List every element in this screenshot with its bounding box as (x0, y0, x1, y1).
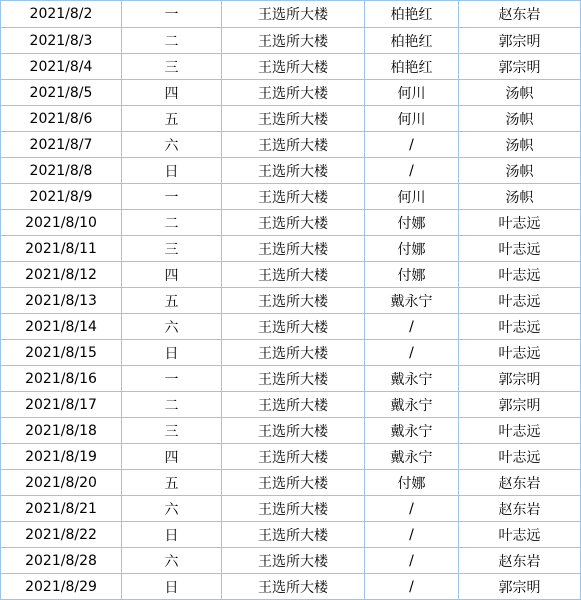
date-cell[interactable]: 2021/8/9 (1, 184, 122, 210)
location-cell[interactable]: 王选所大楼 (222, 210, 365, 236)
table-row (1, 470, 581, 496)
date-cell[interactable]: 2021/8/2 (1, 1, 122, 28)
weekday-cell[interactable]: 六 (122, 496, 222, 522)
table-row (1, 418, 581, 444)
duty-person-1-cell[interactable]: / (365, 548, 459, 574)
duty-person-2-cell[interactable]: 赵东岩 (459, 548, 581, 574)
table-row (1, 444, 581, 470)
weekday-cell[interactable]: 一 (122, 1, 222, 28)
weekday-cell[interactable]: 五 (122, 470, 222, 496)
weekday-cell[interactable]: 四 (122, 80, 222, 106)
table-row (1, 158, 581, 184)
table-row (1, 28, 581, 54)
date-cell[interactable]: 2021/8/7 (1, 132, 122, 158)
table-row (1, 496, 581, 522)
weekday-cell[interactable]: 二 (122, 28, 222, 54)
duty-person-1-cell[interactable]: / (365, 574, 459, 600)
duty-person-1-cell[interactable]: / (365, 314, 459, 340)
duty-person-2-cell[interactable]: 叶志远 (459, 210, 581, 236)
date-cell[interactable]: 2021/8/13 (1, 288, 122, 314)
duty-person-1-cell[interactable]: / (365, 496, 459, 522)
duty-person-1-cell[interactable]: 何川 (365, 184, 459, 210)
duty-person-2-cell[interactable]: 叶志远 (459, 262, 581, 288)
date-cell[interactable]: 2021/8/17 (1, 392, 122, 418)
table-row (1, 54, 581, 80)
weekday-cell[interactable]: 五 (122, 288, 222, 314)
location-cell[interactable]: 王选所大楼 (222, 392, 365, 418)
duty-person-2-cell[interactable]: 汤帜 (459, 80, 581, 106)
table-row (1, 1, 581, 28)
duty-person-2-cell[interactable]: 郭宗明 (459, 366, 581, 392)
duty-person-1-cell[interactable]: 付娜 (365, 470, 459, 496)
weekday-cell[interactable]: 日 (122, 522, 222, 548)
table-row (1, 132, 581, 158)
duty-person-1-cell[interactable]: 柏艳红 (365, 28, 459, 54)
date-cell[interactable]: 2021/8/22 (1, 522, 122, 548)
table-row (1, 288, 581, 314)
table-row (1, 80, 581, 106)
table-row (1, 392, 581, 418)
duty-person-2-cell[interactable]: 叶志远 (459, 340, 581, 366)
location-cell[interactable]: 王选所大楼 (222, 444, 365, 470)
duty-person-2-cell[interactable]: 赵东岩 (459, 470, 581, 496)
duty-person-1-cell[interactable]: 付娜 (365, 262, 459, 288)
date-cell[interactable]: 2021/8/19 (1, 444, 122, 470)
duty-person-1-cell[interactable]: 戴永宁 (365, 366, 459, 392)
date-cell[interactable]: 2021/8/12 (1, 262, 122, 288)
location-cell[interactable]: 王选所大楼 (222, 236, 365, 262)
duty-person-2-cell[interactable]: 赵东岩 (459, 1, 581, 28)
table-body (1, 1, 581, 600)
location-cell[interactable]: 王选所大楼 (222, 522, 365, 548)
location-cell[interactable]: 王选所大楼 (222, 158, 365, 184)
table-row (1, 548, 581, 574)
location-cell[interactable]: 王选所大楼 (222, 418, 365, 444)
date-cell[interactable]: 2021/8/3 (1, 28, 122, 54)
duty-person-2-cell[interactable]: 叶志远 (459, 418, 581, 444)
duty-person-1-cell[interactable]: 何川 (365, 80, 459, 106)
weekday-cell[interactable]: 四 (122, 262, 222, 288)
duty-person-1-cell[interactable]: 何川 (365, 106, 459, 132)
table-row (1, 574, 581, 600)
date-cell[interactable]: 2021/8/16 (1, 366, 122, 392)
location-cell[interactable]: 王选所大楼 (222, 496, 365, 522)
table-row (1, 184, 581, 210)
location-cell[interactable]: 王选所大楼 (222, 340, 365, 366)
location-cell[interactable]: 王选所大楼 (222, 314, 365, 340)
duty-person-2-cell[interactable]: 汤帜 (459, 106, 581, 132)
table-row (1, 366, 581, 392)
location-cell[interactable]: 王选所大楼 (222, 80, 365, 106)
duty-person-2-cell[interactable]: 叶志远 (459, 236, 581, 262)
table-row (1, 314, 581, 340)
date-cell[interactable]: 2021/8/15 (1, 340, 122, 366)
duty-person-1-cell[interactable]: 柏艳红 (365, 54, 459, 80)
location-cell[interactable]: 王选所大楼 (222, 184, 365, 210)
duty-person-1-cell[interactable]: / (365, 522, 459, 548)
table-row (1, 106, 581, 132)
duty-person-1-cell[interactable]: 柏艳红 (365, 1, 459, 28)
weekday-cell[interactable]: 日 (122, 340, 222, 366)
duty-person-2-cell[interactable]: 赵东岩 (459, 496, 581, 522)
location-cell[interactable]: 王选所大楼 (222, 288, 365, 314)
duty-person-1-cell[interactable]: / (365, 340, 459, 366)
duty-person-2-cell[interactable]: 叶志远 (459, 444, 581, 470)
location-cell[interactable]: 王选所大楼 (222, 106, 365, 132)
date-cell[interactable]: 2021/8/11 (1, 236, 122, 262)
location-cell[interactable]: 王选所大楼 (222, 1, 365, 28)
weekday-cell[interactable]: 六 (122, 132, 222, 158)
location-cell[interactable]: 王选所大楼 (222, 132, 365, 158)
weekday-cell[interactable]: 二 (122, 392, 222, 418)
table-row (1, 522, 581, 548)
weekday-cell[interactable]: 一 (122, 184, 222, 210)
location-cell[interactable]: 王选所大楼 (222, 470, 365, 496)
table-row (1, 210, 581, 236)
location-cell[interactable]: 王选所大楼 (222, 262, 365, 288)
date-cell[interactable]: 2021/8/20 (1, 470, 122, 496)
duty-person-1-cell[interactable]: 戴永宁 (365, 288, 459, 314)
weekday-cell[interactable]: 六 (122, 548, 222, 574)
duty-person-2-cell[interactable]: 郭宗明 (459, 54, 581, 80)
duty-person-2-cell[interactable]: 汤帜 (459, 132, 581, 158)
date-cell[interactable]: 2021/8/18 (1, 418, 122, 444)
weekday-cell[interactable]: 四 (122, 444, 222, 470)
date-cell[interactable]: 2021/8/8 (1, 158, 122, 184)
duty-person-2-cell[interactable]: 郭宗明 (459, 392, 581, 418)
weekday-cell[interactable]: 日 (122, 158, 222, 184)
weekday-cell[interactable]: 三 (122, 418, 222, 444)
table-row (1, 340, 581, 366)
date-cell[interactable]: 2021/8/5 (1, 80, 122, 106)
duty-person-2-cell[interactable]: 汤帜 (459, 184, 581, 210)
duty-person-2-cell[interactable]: 叶志远 (459, 288, 581, 314)
location-cell[interactable]: 王选所大楼 (222, 574, 365, 600)
location-cell[interactable]: 王选所大楼 (222, 366, 365, 392)
duty-person-2-cell[interactable]: 郭宗明 (459, 28, 581, 54)
weekday-cell[interactable]: 一 (122, 366, 222, 392)
duty-person-2-cell[interactable]: 郭宗明 (459, 574, 581, 600)
location-cell[interactable]: 王选所大楼 (222, 54, 365, 80)
date-cell[interactable]: 2021/8/21 (1, 496, 122, 522)
location-cell[interactable]: 王选所大楼 (222, 28, 365, 54)
duty-person-1-cell[interactable]: 戴永宁 (365, 444, 459, 470)
weekday-cell[interactable]: 五 (122, 106, 222, 132)
table-row (1, 236, 581, 262)
weekday-cell[interactable]: 三 (122, 236, 222, 262)
duty-person-1-cell[interactable]: 戴永宁 (365, 392, 459, 418)
location-cell[interactable]: 王选所大楼 (222, 548, 365, 574)
duty-person-1-cell[interactable]: 付娜 (365, 210, 459, 236)
weekday-cell[interactable]: 六 (122, 314, 222, 340)
duty-person-2-cell[interactable]: 叶志远 (459, 314, 581, 340)
date-cell[interactable]: 2021/8/28 (1, 548, 122, 574)
weekday-cell[interactable]: 三 (122, 54, 222, 80)
duty-person-1-cell[interactable]: 付娜 (365, 236, 459, 262)
duty-person-2-cell[interactable]: 汤帜 (459, 158, 581, 184)
table-row (1, 262, 581, 288)
duty-person-1-cell[interactable]: / (365, 132, 459, 158)
date-cell[interactable]: 2021/8/10 (1, 210, 122, 236)
duty-person-1-cell[interactable]: / (365, 158, 459, 184)
date-cell[interactable]: 2021/8/6 (1, 106, 122, 132)
date-cell[interactable]: 2021/8/29 (1, 574, 122, 600)
duty-person-1-cell[interactable]: 戴永宁 (365, 418, 459, 444)
date-cell[interactable]: 2021/8/14 (1, 314, 122, 340)
weekday-cell[interactable]: 日 (122, 574, 222, 600)
duty-person-2-cell[interactable]: 叶志远 (459, 522, 581, 548)
date-cell[interactable]: 2021/8/4 (1, 54, 122, 80)
weekday-cell[interactable]: 二 (122, 210, 222, 236)
